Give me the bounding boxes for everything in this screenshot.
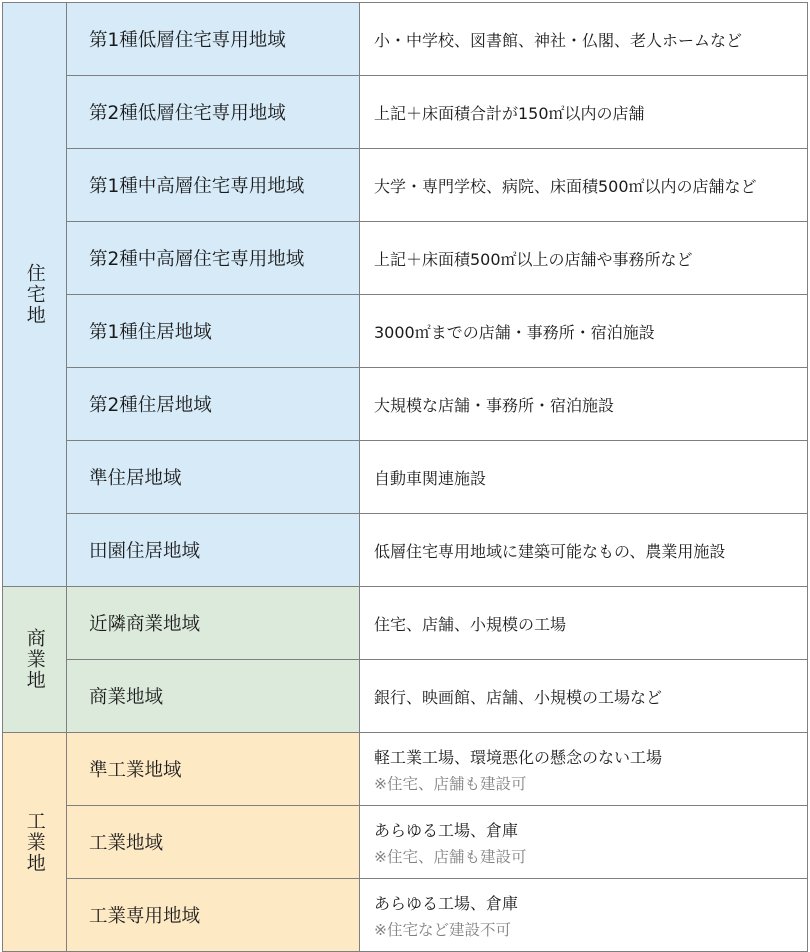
zone-name: 第2種住居地域 <box>67 368 360 441</box>
table-row <box>3 660 808 733</box>
zone-description: 住宅、店舗、小規模の工場 <box>360 587 808 660</box>
zone-name: 第2種中高層住宅専用地域 <box>67 222 360 295</box>
table-row <box>3 368 808 441</box>
zone-name: 第1種中高層住宅専用地域 <box>67 149 360 222</box>
zone-description: 大規模な店舗・事務所・宿泊施設 <box>360 368 808 441</box>
zone-name: 田園住居地域 <box>67 514 360 587</box>
zoning-table-wrapper <box>2 2 807 952</box>
zone-description: 3000㎡までの店舗・事務所・宿泊施設 <box>360 295 808 368</box>
zone-description: 銀行、映画館、店舗、小規模の工場など <box>360 660 808 733</box>
zone-name: 近隣商業地域 <box>67 587 360 660</box>
zone-description: 自動車関連施設 <box>360 441 808 514</box>
table-row <box>3 879 808 952</box>
category-residential <box>3 3 67 587</box>
zone-description <box>360 879 808 952</box>
category-label: 住宅地 <box>23 263 46 326</box>
table-row <box>3 514 808 587</box>
zone-description-text: あらゆる工場、倉庫 <box>374 893 519 913</box>
table-row <box>3 76 808 149</box>
category-commercial <box>3 587 67 733</box>
category-industrial <box>3 733 67 952</box>
table-row <box>3 149 808 222</box>
zone-description: 低層住宅専用地域に建築可能なもの、農業用施設 <box>360 514 808 587</box>
zone-name: 準住居地域 <box>67 441 360 514</box>
zone-name: 第2種低層住宅専用地域 <box>67 76 360 149</box>
zone-note: ※住宅、店舗も建設可 <box>374 847 527 866</box>
zone-description <box>360 806 808 879</box>
zone-note: ※住宅など建設不可 <box>374 920 511 939</box>
zone-note: ※住宅、店舗も建設可 <box>374 774 527 793</box>
table-row <box>3 295 808 368</box>
table-row <box>3 222 808 295</box>
zone-description: 大学・専門学校、病院、床面積500㎡以内の店舗など <box>360 149 808 222</box>
zone-name: 工業地域 <box>67 806 360 879</box>
zone-name: 商業地域 <box>67 660 360 733</box>
zone-description-text: あらゆる工場、倉庫 <box>374 820 519 840</box>
table-row <box>3 806 808 879</box>
zone-name: 準工業地域 <box>67 733 360 806</box>
table-row <box>3 3 808 76</box>
zone-description: 小・中学校、図書館、神社・仏閣、老人ホームなど <box>360 3 808 76</box>
table-row <box>3 587 808 660</box>
zone-description: 上記＋床面積合計が150㎡以内の店舗 <box>360 76 808 149</box>
zone-name: 第1種低層住宅専用地域 <box>67 3 360 76</box>
category-label: 工業地 <box>23 810 46 874</box>
category-label: 商業地 <box>23 628 46 691</box>
zone-description: 上記＋床面積500㎡以上の店舗や事務所など <box>360 222 808 295</box>
zone-name: 第1種住居地域 <box>67 295 360 368</box>
zone-description-text: 軽工業工場、環境悪化の懸念のない工場 <box>374 747 663 767</box>
zone-name: 工業専用地域 <box>67 879 360 952</box>
table-row <box>3 733 808 806</box>
zoning-table <box>2 2 808 952</box>
table-row <box>3 441 808 514</box>
zone-description <box>360 733 808 806</box>
